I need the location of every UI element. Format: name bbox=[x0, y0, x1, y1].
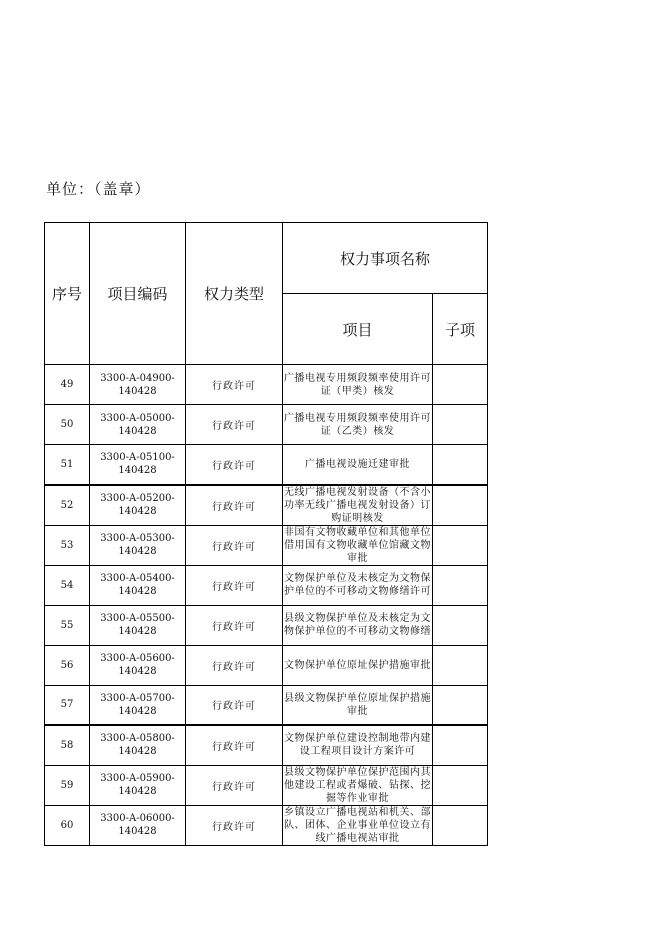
row-code bbox=[90, 605, 186, 645]
table-row bbox=[45, 445, 488, 485]
row-code bbox=[90, 725, 186, 765]
row-code-suffix: 140428 bbox=[118, 506, 157, 517]
table-row bbox=[45, 525, 488, 565]
row-seq: 56 bbox=[45, 645, 90, 685]
row-item-name: 乡镇设立广播电视站和机关、部队、团体、企业事业单位设立有线广播电视站审批 bbox=[284, 806, 431, 844]
row-code-prefix: 3300-A-05900- bbox=[100, 773, 175, 784]
row-subitem bbox=[433, 565, 488, 605]
row-item-name: 广播电视专用频段频率使用许可证（乙类）核发 bbox=[283, 405, 433, 445]
table-row bbox=[45, 365, 488, 405]
row-item-name: 文物保护单位及未核定为文物保护单位的不可移动文物修缮许可 bbox=[283, 565, 433, 605]
row-seq: 55 bbox=[45, 605, 90, 645]
row-subitem bbox=[433, 405, 488, 445]
row-code-suffix: 140428 bbox=[118, 586, 157, 597]
row-code-suffix: 140428 bbox=[118, 425, 157, 437]
row-code-prefix: 3300-A-05100- bbox=[100, 452, 175, 464]
row-power-type: 行政许可 bbox=[186, 485, 283, 526]
row-power-type: 行政许可 bbox=[186, 725, 283, 765]
row-subitem bbox=[433, 725, 488, 765]
row-code bbox=[90, 445, 186, 485]
header-item: 项目 bbox=[283, 294, 433, 365]
row-item-name: 非国有文物收藏单位和其他单位借用国有文物收藏单位馆藏文物审批 bbox=[284, 526, 431, 564]
row-power-type: 行政许可 bbox=[186, 405, 283, 445]
row-code-prefix: 3300-A-05300- bbox=[100, 533, 175, 544]
row-item-name: 县级文物保护单位及未核定为文物保护单位的不可移动文物修缮 bbox=[283, 605, 433, 645]
row-seq: 54 bbox=[45, 565, 90, 605]
table-body bbox=[45, 365, 488, 846]
row-code-prefix: 3300-A-05800- bbox=[100, 733, 175, 745]
row-subitem bbox=[433, 645, 488, 685]
row-code-prefix: 3300-A-06000- bbox=[100, 813, 175, 824]
table-row bbox=[45, 685, 488, 725]
table-row bbox=[45, 405, 488, 445]
row-seq: 50 bbox=[45, 405, 90, 445]
row-code-suffix: 140428 bbox=[118, 705, 157, 717]
row-code bbox=[90, 565, 186, 605]
row-item-name: 文物保护单位建设控制地带内建设工程项目设计方案许可 bbox=[283, 725, 433, 765]
row-code-suffix: 140428 bbox=[118, 546, 157, 557]
row-code-prefix: 3300-A-04900- bbox=[100, 372, 175, 384]
table-row bbox=[45, 645, 488, 685]
table-row bbox=[45, 805, 488, 845]
header-code: 项目编码 bbox=[90, 223, 186, 365]
row-code-prefix: 3300-A-05000- bbox=[100, 412, 175, 424]
row-subitem bbox=[433, 525, 488, 565]
row-subitem bbox=[433, 445, 488, 485]
row-power-type: 行政许可 bbox=[186, 365, 283, 405]
row-power-type: 行政许可 bbox=[186, 445, 283, 485]
row-item-name: 广播电视专用频段频率使用许可证（甲类）核发 bbox=[283, 365, 433, 405]
row-seq: 59 bbox=[45, 765, 90, 805]
row-code bbox=[90, 685, 186, 725]
header-name-group: 权力事项名称 bbox=[283, 223, 488, 294]
header-seq: 序号 bbox=[45, 223, 90, 365]
row-code bbox=[90, 485, 186, 526]
row-code-suffix: 140428 bbox=[118, 666, 157, 677]
row-subitem bbox=[433, 685, 488, 725]
row-code bbox=[90, 365, 186, 405]
header-subitem: 子项 bbox=[433, 294, 488, 365]
row-code-prefix: 3300-A-05600- bbox=[100, 653, 175, 664]
row-power-type: 行政许可 bbox=[186, 525, 283, 565]
row-subitem bbox=[433, 805, 488, 845]
row-subitem bbox=[433, 365, 488, 405]
row-power-type: 行政许可 bbox=[186, 605, 283, 645]
row-seq: 57 bbox=[45, 685, 90, 725]
row-seq: 52 bbox=[45, 485, 90, 526]
row-power-type: 行政许可 bbox=[186, 645, 283, 685]
row-item-name: 广播电视设施迁建审批 bbox=[283, 445, 433, 485]
row-seq: 58 bbox=[45, 725, 90, 765]
row-code-prefix: 3300-A-05200- bbox=[100, 493, 175, 504]
row-seq: 49 bbox=[45, 365, 90, 405]
row-subitem bbox=[433, 485, 488, 526]
row-code-suffix: 140428 bbox=[118, 626, 157, 637]
row-power-type: 行政许可 bbox=[186, 565, 283, 605]
row-code-suffix: 140428 bbox=[118, 385, 157, 397]
unit-seal-label: 单位：（盖章） bbox=[46, 180, 151, 198]
row-item-name: 县级文物保护单位原址保护措施审批 bbox=[283, 685, 433, 725]
row-code bbox=[90, 405, 186, 445]
row-code-prefix: 3300-A-05400- bbox=[100, 573, 175, 584]
table-row bbox=[45, 725, 488, 765]
row-item-name: 文物保护单位原址保护措施审批 bbox=[283, 645, 433, 685]
row-seq: 51 bbox=[45, 445, 90, 485]
row-code-suffix: 140428 bbox=[118, 786, 157, 797]
row-code bbox=[90, 525, 186, 565]
row-subitem bbox=[433, 605, 488, 645]
row-seq: 60 bbox=[45, 805, 90, 845]
row-power-type: 行政许可 bbox=[186, 765, 283, 805]
row-item-name: 县级文物保护单位保护范围内其他建设工程或者爆破、钻探、挖掘等作业审批 bbox=[284, 766, 431, 804]
row-power-type: 行政许可 bbox=[186, 685, 283, 725]
row-code bbox=[90, 645, 186, 685]
row-item-name: 无线广播电视发射设备（不含小功率无线广播电视发射设备）订购证明核发 bbox=[284, 486, 431, 524]
row-subitem bbox=[433, 765, 488, 805]
row-power-type: 行政许可 bbox=[186, 805, 283, 845]
row-code-prefix: 3300-A-05500- bbox=[100, 613, 175, 624]
table-row bbox=[45, 485, 488, 526]
row-code-suffix: 140428 bbox=[118, 465, 157, 477]
row-code-suffix: 140428 bbox=[118, 826, 157, 837]
row-seq: 53 bbox=[45, 525, 90, 565]
table-row bbox=[45, 565, 488, 605]
header-type: 权力类型 bbox=[186, 223, 283, 365]
row-code-prefix: 3300-A-05700- bbox=[100, 692, 175, 704]
row-code-suffix: 140428 bbox=[118, 746, 157, 758]
row-code bbox=[90, 765, 186, 805]
power-items-table bbox=[44, 222, 488, 846]
table-row bbox=[45, 605, 488, 645]
table-row bbox=[45, 765, 488, 805]
row-code bbox=[90, 805, 186, 845]
